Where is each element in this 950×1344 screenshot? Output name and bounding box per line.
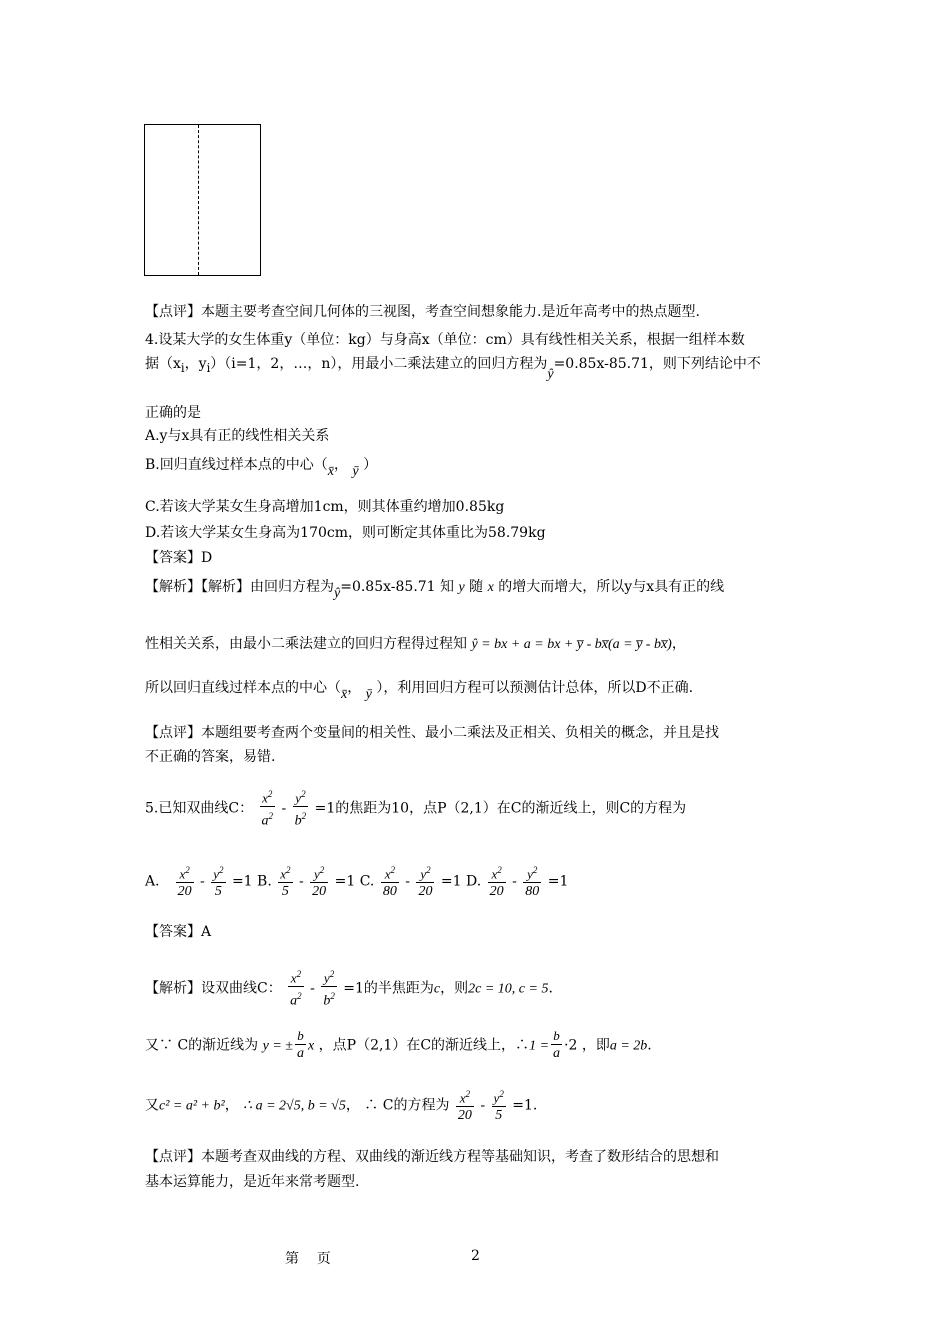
q4-line1: 4.设某大学的女生体重y（单位：kg）与身高x（单位：cm）具有线性相关关系，根据一组样本数 xyxy=(145,332,745,348)
q5-analysis-1: 【解析】设双曲线C： $\frac{x^2}{a^2}$ - $\frac{y^2}{b^2}$ =1的半焦距为c，则2c = 10, c = 5. xyxy=(145,966,553,1011)
q5-answer: 【答案】A xyxy=(145,924,212,940)
q5-analysis-3: 又c² = a² + b²， ∴ a = 2√5, b = √5， ∴ C的方程为 $\frac{x^2}{20}$ - $\frac{y^2}{5}$ =1. xyxy=(145,1086,537,1125)
dashed-line xyxy=(198,125,199,275)
q4-line2: 据（$x_i$，$y_i)(i=1$，2，…，n），用最小二乘法建立的回归方程为ŷ=0.85x-85.71，则下列结论中不 xyxy=(145,356,761,382)
q4-option-b: B.回归直线过样本点的中心（x̄， ȳ ） xyxy=(145,457,378,479)
q4-option-c: C.若该大学某女生身高增加1cm，则其体重约增加0.85kg xyxy=(145,499,505,515)
q4-comment-1: 【点评】本题组要考查两个变量间的相关性、最小二乘法及正相关、负相关的概念，并且是找 xyxy=(145,725,719,741)
q5-comment-1: 【点评】本题考查双曲线的方程、双曲线的渐近线方程等基础知识，考查了数形结合的思想和 xyxy=(145,1149,719,1165)
q4-option-a: A.y与x具有正的线性相关关系 xyxy=(145,428,330,444)
q5-comment-2: 基本运算能力，是近年来常考题型. xyxy=(145,1174,360,1190)
three-view-figure xyxy=(144,124,261,276)
q4-option-d: D.若该大学某女生身高为170cm，则可断定其体重比为58.79kg xyxy=(145,525,546,541)
q4-analysis-1: 【解析】【解析】由回归方程为ŷ=0.85x-85.71 知 y 随 x 的增大而增大，所以y与x具有正的线 xyxy=(145,579,725,601)
q4-line3: 正确的是 xyxy=(145,405,201,421)
q4-comment-2: 不正确的答案，易错. xyxy=(145,749,276,765)
q5-analysis-2: 又∵ C的渐近线为 y = ± $\frac{b}{a}$ x ，点P（2,1）在C的渐近线上，∴1 = $\frac{b}{a}$ ·2 ，即a = 2b. xyxy=(145,1028,652,1061)
q5-options: A． $\frac{x^2}{20}$ - $\frac{y^2}{5}$ =1 B. $\frac{x^2}{5}$ - $\frac{y^2}{20}$ =1 C. $\frac{x^2}{80}$ - $\frac{y^2}{20}$ =1 D. $\frac{x^2}{20}$ - $\frac{y^2}{80}$ =1 xyxy=(145,862,568,901)
q4-analysis-2: 性相关关系，由最小二乘法建立的回归方程得过程知 ŷ = bx + a = bx + y̅ - bx̅(a = y̅ - bx̅)， xyxy=(145,636,686,652)
page-number: 2 xyxy=(471,1248,480,1264)
q4-analysis-3: 所以回归直线过样本点的中心（x̄， ȳ ），利用回归方程可以预测估计总体，所以D不正确. xyxy=(145,680,694,702)
footer-label: 第 页 xyxy=(285,1251,331,1267)
q5-stem: 5.已知双曲线C： $\frac{x^2}{a^2}$ - $\frac{y^2}{b^2}$ =1的焦距为10，点P（2,1）在C的渐近线上，则C的方程为 xyxy=(145,786,686,831)
q4-answer: 【答案】D xyxy=(145,550,213,566)
comment-1: 【点评】本题主要考查空间几何体的三视图，考查空间想象能力.是近年高考中的热点题型. xyxy=(145,304,700,320)
